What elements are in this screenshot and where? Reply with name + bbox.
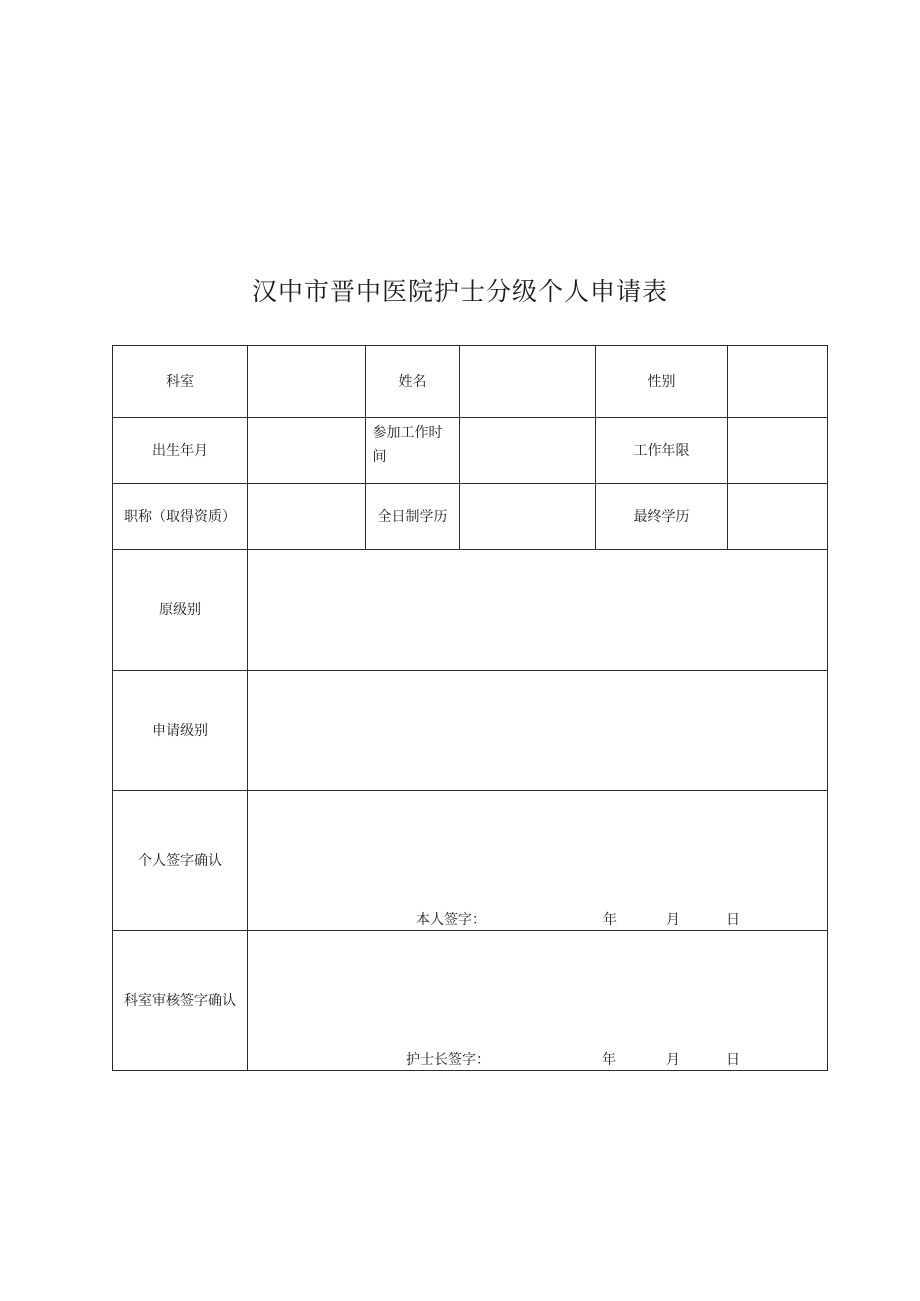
gender-label: 性别 [596, 346, 728, 418]
form-row-education [113, 484, 828, 550]
form-row-work-info [113, 418, 828, 484]
final-education-field[interactable] [728, 484, 828, 550]
professional-title-label: 职称（取得资质） [113, 484, 248, 550]
work-start-label-cell [366, 418, 460, 484]
work-start-label: 参加工作时间 [372, 424, 443, 465]
personal-signature-area[interactable] [248, 791, 828, 931]
personal-confirm-label: 个人签字确认 [113, 791, 248, 931]
personal-sign-year: 年 [603, 912, 617, 928]
dept-signature-line [248, 1050, 827, 1070]
document-title: 汉中市晋中医院护士分级个人申请表 [251, 277, 668, 306]
dept-sign-day: 日 [726, 1052, 740, 1068]
birth-label: 出生年月 [113, 418, 248, 484]
form-row-dept-confirm [113, 931, 828, 1071]
form-row-original-level [113, 550, 828, 671]
gender-field[interactable] [728, 346, 828, 418]
personal-sign-label: 本人签字： [416, 912, 486, 928]
dept-confirm-label: 科室审核签字确认 [113, 931, 248, 1071]
form-row-apply-level [113, 671, 828, 791]
work-years-field[interactable] [728, 418, 828, 484]
apply-level-field[interactable] [248, 671, 828, 791]
application-form-table [112, 345, 828, 1071]
form-row-basic-info [113, 346, 828, 418]
professional-title-field[interactable] [248, 484, 366, 550]
original-level-label: 原级别 [113, 550, 248, 671]
fulltime-education-label: 全日制学历 [366, 484, 460, 550]
head-nurse-sign-label: 护士长签字： [406, 1052, 490, 1068]
personal-signature-line [248, 910, 827, 930]
dept-sign-year: 年 [602, 1052, 616, 1068]
personal-sign-day: 日 [726, 912, 740, 928]
apply-level-label: 申请级别 [113, 671, 248, 791]
name-label: 姓名 [366, 346, 460, 418]
final-education-label: 最终学历 [596, 484, 728, 550]
dept-field[interactable] [248, 346, 366, 418]
dept-label: 科室 [113, 346, 248, 418]
work-years-label: 工作年限 [596, 418, 728, 484]
original-level-field[interactable] [248, 550, 828, 671]
form-row-personal-confirm [113, 791, 828, 931]
fulltime-education-field[interactable] [460, 484, 596, 550]
name-field[interactable] [460, 346, 596, 418]
work-start-field[interactable] [460, 418, 596, 484]
dept-sign-month: 月 [666, 1052, 680, 1068]
personal-sign-month: 月 [666, 912, 680, 928]
dept-signature-area[interactable] [248, 931, 828, 1071]
birth-field[interactable] [248, 418, 366, 484]
